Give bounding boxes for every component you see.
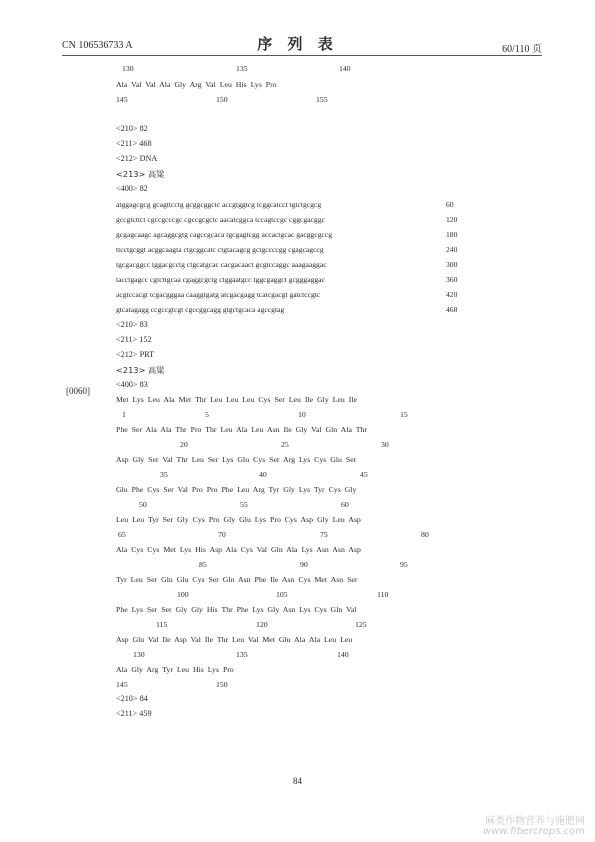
position-number: 45 <box>360 470 368 479</box>
position-number: 95 <box>400 560 408 569</box>
paragraph-tag: [0060] <box>66 386 90 396</box>
position-number: 140 <box>339 64 351 73</box>
amino-acid-row: Leu Leu Tyr Ser Gly Cys Pro Gly Glu Lys Pro Cys Asp Gly Leu Asp <box>116 515 361 524</box>
dna-line-count: 240 <box>446 245 458 254</box>
amino-acid-row: Phe Ser Ala Ala Thr Pro Thr Leu Ala Leu Asn Ile Gly Val Gln Ala Thr <box>116 425 368 434</box>
seq82-meta-210: <210> 82 <box>116 124 148 133</box>
seq82-meta-211: <211> 468 <box>116 139 152 148</box>
seq82-meta-213: <213> 高粱 <box>116 169 165 179</box>
dna-line: tgcgacggcc tggacgcctg ctgcatgcac cacgacaact gcgtccaggc aaagaaggac <box>116 260 327 269</box>
position-number: 55 <box>240 500 248 509</box>
dna-line: ttcctgcggt acggcaagta ctgcggcatc ctgtacagcg gctgccccgg cgagcagccg <box>116 245 324 254</box>
amino-acid-row: Asp Gly Ser Val Thr Leu Ser Lys Glu Cys Ser Arg Lys Cys Glu Ser <box>116 455 357 464</box>
patent-number: CN 106536733 A <box>62 40 133 51</box>
dna-line-count: 180 <box>446 230 458 239</box>
position-number: 110 <box>377 590 389 599</box>
amino-acid-row: Ala Val Val Ala Gly Arg Val Leu His Lys Pro <box>116 80 277 89</box>
seq82-meta-212: <212> DNA <box>116 154 158 163</box>
position-number: 130 <box>133 650 145 659</box>
position-number: 50 <box>139 500 147 509</box>
position-number: 20 <box>180 440 188 449</box>
amino-acid-row: Asp Glu Val Ile Asp Val Ile Thr Leu Val Met Glu Ala Ala Leu Leu <box>116 635 353 644</box>
position-number: 105 <box>276 590 288 599</box>
position-number: 10 <box>298 410 306 419</box>
position-number: 90 <box>300 560 308 569</box>
dna-line: acgtccacgt tcgacgggaa caaggtgatg atcgacgagg tcatcgacgt gatctccgtc <box>116 290 321 299</box>
seq83-meta-213: <213> 高粱 <box>116 365 165 375</box>
position-number: 40 <box>259 470 267 479</box>
position-number: 150 <box>216 95 228 104</box>
position-number: 70 <box>218 530 226 539</box>
seq82-meta-400: <400> 82 <box>116 184 148 193</box>
position-number: 35 <box>160 470 168 479</box>
dna-line: gcgagcaagc agcaggcgtg cagccgcaca tgcgagtcgg accactgcac gacggcgccg <box>116 230 333 239</box>
position-number: 75 <box>320 530 328 539</box>
amino-acid-row: Glu Phe Cys Ser Val Pro Pro Phe Leu Arg Tyr Gly Lys Tyr Cys Gly <box>116 485 357 494</box>
seq83-meta-400: <400> 83 <box>116 380 148 389</box>
position-number: 115 <box>156 620 168 629</box>
dna-line: tacctgagcc cgtcttgcaa cgaggcgctg ctggaatgcc tggcgaggct gcgggaggac <box>116 275 325 284</box>
amino-acid-row: Ala Gly Arg Tyr Leu His Lys Pro <box>116 665 234 674</box>
amino-acid-row: Tyr Leu Ser Gln Glu Cys Ser Gln Asn Phe Ile Asn Cys Met Asn Ser <box>116 575 358 584</box>
seq83-meta-211: <211> 152 <box>116 335 152 344</box>
seq83-meta-212: <212> PRT <box>116 350 155 359</box>
position-number: 80 <box>421 530 429 539</box>
position-number: 60 <box>341 500 349 509</box>
position-number: 15 <box>400 410 408 419</box>
header-rule <box>62 55 542 56</box>
position-number: 145 <box>116 680 128 689</box>
position-number: 130 <box>122 64 134 73</box>
position-number: 140 <box>337 650 349 659</box>
position-number: 125 <box>355 620 367 629</box>
seq83-meta-210: <210> 83 <box>116 320 148 329</box>
position-number: 30 <box>381 440 389 449</box>
watermark-line-1: 麻类作物营养与施肥网 <box>485 816 585 827</box>
position-number: 145 <box>116 95 128 104</box>
dna-line: atggagcgcg gcagttcctg gcggcggctc accgtggtcg tcggcatcct tgtctgcgcg <box>116 200 322 209</box>
page-title: 序 列 表 <box>257 35 338 53</box>
position-number: 155 <box>316 95 328 104</box>
amino-acid-row: Met Lys Leu Ala Met Thr Leu Leu Leu Cys Ser Leu Ile Gly Leu Ile <box>116 395 357 404</box>
position-number: 135 <box>236 650 248 659</box>
position-number: 1 <box>122 410 126 419</box>
position-number: 100 <box>177 590 189 599</box>
dna-line: gtcatagagg ccgccgtcgt cgccggcagg gtgctgcaca agccgtag <box>116 305 285 314</box>
page-of-total: 60/110 页 <box>502 44 542 55</box>
dna-line-count: 420 <box>446 290 458 299</box>
page-number: 84 <box>293 776 302 786</box>
dna-line-count: 120 <box>446 215 458 224</box>
position-number: 120 <box>256 620 268 629</box>
position-number: 85 <box>199 560 207 569</box>
seq84-meta-210: <210> 84 <box>116 694 148 703</box>
dna-line-count: 360 <box>446 275 458 284</box>
position-number: 150 <box>216 680 228 689</box>
watermark-line-2: www.fibercrops.com <box>483 826 585 837</box>
position-number: 135 <box>236 64 248 73</box>
dna-line-count: 60 <box>446 200 454 209</box>
dna-line: gccgtcttct cgccgcccgc cgccgcgctc aacatcggca tccagtccgc cggcgacggc <box>116 215 325 224</box>
position-number: 65 <box>118 530 126 539</box>
dna-line-count: 468 <box>446 305 458 314</box>
position-number: 5 <box>205 410 209 419</box>
position-number: 25 <box>281 440 289 449</box>
amino-acid-row: Ala Cys Cys Met Lys His Asp Ala Cys Val Gln Ala Lys Asn Asn Asp <box>116 545 361 554</box>
seq84-meta-211: <211> 459 <box>116 709 152 718</box>
amino-acid-row: Phe Lys Ser Ser Gly Gly His Thr Phe Lys Gly Asn Lys Cys Gln Val <box>116 605 357 614</box>
dna-line-count: 300 <box>446 260 458 269</box>
